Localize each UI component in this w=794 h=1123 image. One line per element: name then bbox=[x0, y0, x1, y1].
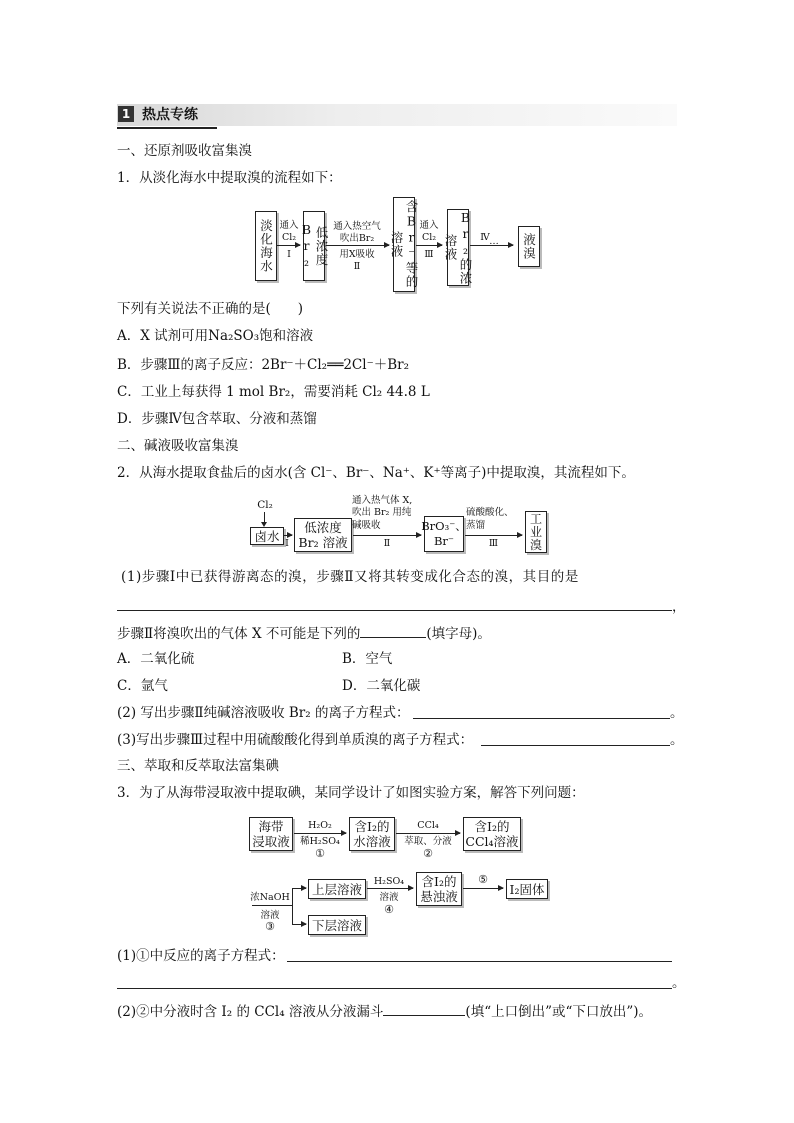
flow1-label-2d: Ⅱ bbox=[353, 261, 361, 272]
flow3-branch-vertical bbox=[292, 888, 293, 924]
flow3-label-4b: 溶液 bbox=[379, 892, 399, 903]
flow2-box-bro3 bbox=[421, 516, 467, 552]
flow3-box-susp-l1: 含I₂的 bbox=[421, 874, 457, 889]
flow3-box-susp-l2: 悬浊液 bbox=[420, 889, 458, 904]
flow2-label-2b: 吹出 Br₂ 用纯 bbox=[352, 507, 412, 518]
q2-part1b bbox=[117, 623, 491, 643]
flow3-box-i2-ccl4 bbox=[463, 817, 521, 851]
q1-stem: 1．从淡化海水中提取溴的流程如下： bbox=[117, 170, 342, 186]
flow3-label-1c: ① bbox=[315, 847, 325, 860]
flow1-box-liquid-br: 液溴 bbox=[518, 226, 540, 267]
flow3-box-i2-water bbox=[349, 817, 395, 851]
q2-part3-answer-line[interactable] bbox=[481, 745, 670, 746]
flow1-box-seawater: 淡化海水 bbox=[255, 211, 277, 281]
flow3-naoh-line bbox=[252, 905, 292, 906]
flow1-label-2a: 通入热空气 bbox=[333, 221, 381, 232]
flow2-label-2d: Ⅱ bbox=[383, 538, 391, 549]
flow3-box-i2-water-l2: 水溶液 bbox=[353, 834, 391, 849]
q2-part1: (1)步骤Ⅰ中已获得游离态的溴，步骤Ⅱ又将其转变成化合态的溴，其目的是 bbox=[121, 569, 579, 585]
q1-option-a: A．X 试剂可用Na₂SO₃饱和溶液 bbox=[117, 328, 314, 344]
flow2-label-2a: 通入热气体 X, bbox=[352, 495, 413, 506]
section-banner bbox=[117, 104, 677, 126]
q1-option-c: C．工业上每获得 1 mol Br₂，需要消耗 Cl₂ 44.8 L bbox=[117, 384, 430, 400]
flow3-label-naoh-3: ③ bbox=[265, 920, 275, 933]
flow1-label-3c: Ⅲ bbox=[424, 249, 434, 260]
q3-stem: 3．为了从海带浸取液中提取碘，某同学设计了如图实验方案，解答下列问题： bbox=[117, 785, 585, 801]
flow3-label-5: ⑤ bbox=[478, 873, 488, 886]
flow1-label-3b: Cl₂ bbox=[421, 232, 437, 243]
flow3-box-i2-ccl4-l1: 含I₂的 bbox=[474, 819, 510, 834]
flow3-arrow-2 bbox=[396, 833, 460, 834]
flow1-label-2b: 吹出Br₂ bbox=[339, 233, 375, 244]
flow1-label-4: Ⅳ bbox=[480, 232, 490, 243]
q2-option-d: D．二氧化碳 bbox=[342, 678, 421, 694]
flow2-arrow-1 bbox=[284, 535, 292, 536]
q2-option-c: C．氩气 bbox=[117, 678, 168, 694]
flow3-label-2c: ② bbox=[423, 847, 433, 860]
heading-part1: 一、还原剂吸收富集溴 bbox=[117, 143, 252, 159]
flow3-box-i2-ccl4-l2: CCl₄溶液 bbox=[465, 834, 519, 849]
flow1-label-4-dots: … bbox=[489, 236, 499, 247]
flow2-box-ind-l1: 工 bbox=[529, 511, 542, 526]
flow1-label-3a: 通入 bbox=[419, 220, 439, 231]
q3-part1-answer-line-2[interactable] bbox=[117, 988, 672, 989]
q3-part2-pre: (2)②中分液时含 I₂ 的 CCl₄ 溶液从分液漏斗 bbox=[117, 1004, 384, 1020]
flow2-label-2c: 碱吸收 bbox=[352, 520, 381, 531]
flow3-arrow-4 bbox=[367, 888, 413, 889]
flow3-box-lower: 下层溶液 bbox=[308, 915, 366, 935]
flow1-arrow-2 bbox=[326, 245, 389, 246]
flow2-box-ind-l3: 溴 bbox=[529, 537, 542, 552]
section-title: 热点专练 bbox=[142, 107, 198, 123]
flow2-box-bro3-l1: BrO₃⁻、 bbox=[421, 519, 467, 533]
flow2-box-low-br2-l2: Br₂ 溶液 bbox=[298, 535, 348, 550]
flow2-label-1: Ⅰ bbox=[285, 538, 289, 549]
q1-option-d: D．步骤Ⅳ包含萃取、分液和蒸馏 bbox=[117, 411, 317, 427]
title-underline bbox=[117, 127, 217, 129]
flow3-box-kelp-l2: 浸取液 bbox=[252, 834, 290, 849]
flow3-label-naoh: 浓NaOH bbox=[250, 892, 290, 903]
flow3-branch-bottom bbox=[292, 924, 306, 925]
flow1-box-br-solution: 含Br⁻等的溶液 bbox=[393, 197, 415, 292]
q2-part1b-blank[interactable] bbox=[360, 623, 426, 638]
flow3-box-suspension bbox=[416, 872, 462, 906]
flow1-label-2c: 用X吸收 bbox=[339, 249, 375, 260]
flow2-arrow-2 bbox=[353, 535, 421, 536]
flow2-box-industrial-br bbox=[525, 511, 547, 553]
q3-part2 bbox=[117, 1001, 652, 1021]
flow3-arrow-5 bbox=[463, 888, 503, 889]
flow2-label-cl2: Cl₂ bbox=[257, 499, 273, 511]
flow1-box-low-br2: 低浓度Br₂ bbox=[303, 211, 325, 281]
flow3-label-1a: H₂O₂ bbox=[308, 820, 332, 831]
q1-option-b: B．步骤Ⅲ的离子反应：2Br⁻＋Cl₂══2Cl⁻＋Br₂ bbox=[117, 357, 409, 373]
flow2-label-3a: 硫酸酸化、 bbox=[466, 507, 514, 518]
flow3-box-kelp-l1: 海带 bbox=[258, 819, 284, 834]
q2-part2: (2) 写出步骤Ⅱ纯碱溶液吸收 Br₂ 的离子方程式： bbox=[117, 705, 410, 721]
flow3-label-1b: 稀H₂SO₄ bbox=[300, 836, 340, 847]
q2-part1b-pre: 步骤Ⅱ将溴吹出的气体 X 不可能是下列的 bbox=[117, 626, 361, 642]
flow1-box-br2-conc: Br₂的浓溶液 bbox=[443, 210, 473, 285]
q2-part1b-post: (填字母)。 bbox=[426, 626, 491, 642]
flow3-box-i2-water-l1: 含I₂的 bbox=[354, 819, 390, 834]
flow3-branch-top bbox=[292, 888, 306, 889]
q2-part1-comma: ， bbox=[672, 599, 686, 615]
flow2-label-3b: 蒸馏 bbox=[466, 520, 486, 531]
flow3-label-4c: ④ bbox=[384, 903, 394, 916]
flow2-arrow-3 bbox=[465, 535, 522, 536]
flow1-label-1a: 通入 bbox=[279, 220, 299, 231]
flow3-label-naoh-2: 溶液 bbox=[260, 910, 280, 921]
q2-option-a: A．二氧化硫 bbox=[117, 651, 195, 667]
q2-part2-period: 。 bbox=[670, 705, 684, 721]
heading-part2: 二、碱液吸收富集溴 bbox=[117, 438, 239, 454]
flow2-box-bro3-l2: Br⁻ bbox=[433, 534, 455, 548]
flow1-label-1b: Cl₂ bbox=[281, 232, 297, 243]
flow2-box-low-br2 bbox=[294, 518, 352, 552]
flow3-box-kelp bbox=[249, 817, 293, 851]
q3-part1-answer-line-1[interactable] bbox=[287, 961, 672, 962]
flow1-label-1c: Ⅰ bbox=[287, 249, 291, 260]
q2-part2-answer-line[interactable] bbox=[413, 718, 670, 719]
q3-part2-post: (填“上口倒出”或“下口放出”)。 bbox=[465, 1004, 653, 1020]
flow3-box-upper: 上层溶液 bbox=[308, 879, 366, 899]
flow2-box-brine: 卤水 bbox=[250, 527, 284, 545]
flow3-label-2b: 萃取、分液 bbox=[404, 836, 452, 847]
q2-part1-answer-line[interactable] bbox=[117, 610, 672, 611]
q3-part2-blank[interactable] bbox=[383, 1001, 465, 1016]
flow2-box-low-br2-l1: 低浓度 bbox=[304, 520, 342, 535]
flow2-box-ind-l2: 业 bbox=[529, 524, 542, 539]
flow3-arrow-1 bbox=[294, 833, 346, 834]
flow3-label-2a: CCl₄ bbox=[417, 820, 439, 831]
flow3-label-4a: H₂SO₄ bbox=[373, 876, 405, 887]
q3-part1-period: 。 bbox=[672, 975, 686, 991]
q2-stem: 2．从海水提取食盐后的卤水(含 Cl⁻、Br⁻、Na⁺、K⁺等离子)中提取溴，其流程如下。 bbox=[117, 465, 635, 481]
flow3-box-i2-solid: I₂固体 bbox=[506, 879, 548, 899]
section-icon: 1 bbox=[118, 106, 134, 122]
q2-part3: (3)写出步骤Ⅲ过程中用硫酸酸化得到单质溴的离子方程式： bbox=[117, 732, 474, 748]
heading-part3: 三、萃取和反萃取法富集碘 bbox=[117, 758, 279, 774]
q2-part3-period: 。 bbox=[670, 732, 684, 748]
flow1-arrow-1 bbox=[277, 245, 300, 246]
q1-ask: 下列有关说法不正确的是( ) bbox=[117, 301, 304, 317]
flow2-label-3c: Ⅲ bbox=[488, 538, 499, 549]
flow1-arrow-3 bbox=[416, 245, 442, 246]
q3-part1: (1)①中反应的离子方程式： bbox=[117, 948, 285, 964]
q2-option-b: B．空气 bbox=[342, 651, 393, 667]
